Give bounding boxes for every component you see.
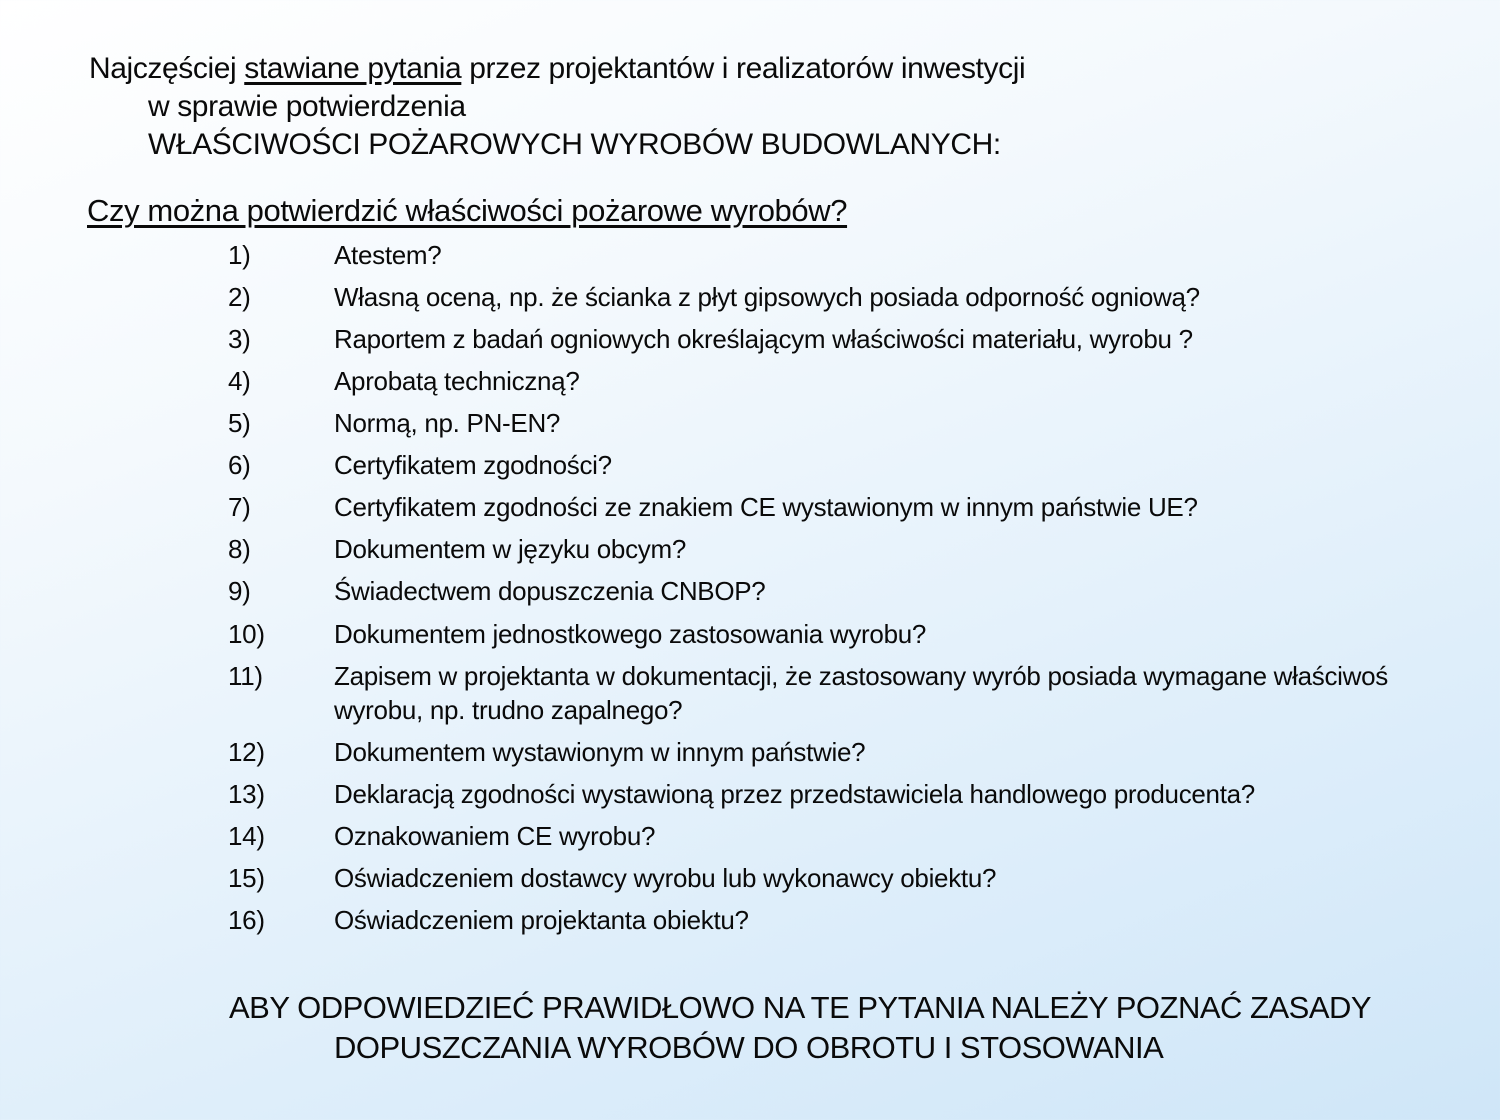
item-number: 8) — [228, 534, 251, 564]
item-number: 4) — [228, 366, 251, 396]
item-number: 13) — [228, 779, 265, 809]
item-text: Normą, np. PN-EN? — [334, 408, 561, 438]
item-number: 5) — [228, 408, 251, 438]
conclusion-line-2: DOPUSZCZANIA WYROBÓW DO OBROTU I STOSOWANIA — [334, 1030, 1164, 1065]
item-text: Deklaracją zgodności wystawioną przez przedstawiciela handlowego producenta? — [334, 779, 1255, 809]
item-number: 1) — [228, 240, 251, 270]
item-text-continuation: wyrobu, np. trudno zapalnego? — [334, 695, 683, 725]
item-text: Dokumentem jednostkowego zastosowania wyrobu? — [334, 619, 927, 649]
intro-line-1-end: przez projektantów i realizatorów inwestycji — [461, 52, 1026, 85]
item-text: Dokumentem w języku obcym? — [334, 534, 686, 564]
item-text: Dokumentem wystawionym w innym państwie? — [334, 737, 866, 767]
intro-line-2: w sprawie potwierdzenia — [148, 90, 466, 123]
item-text: Atestem? — [334, 240, 442, 270]
item-text: Oświadczeniem dostawcy wyrobu lub wykonawcy obiektu? — [334, 863, 997, 893]
item-text: Certyfikatem zgodności ze znakiem CE wystawionym w innym państwie UE? — [334, 492, 1198, 522]
item-number: 2) — [228, 282, 251, 312]
intro-underlined-phrase: stawiane pytania — [244, 52, 462, 85]
item-number: 3) — [228, 324, 251, 354]
conclusion-text — [229, 988, 1371, 1068]
item-number: 10) — [228, 619, 265, 649]
item-text: Oświadczeniem projektanta obiektu? — [334, 905, 749, 935]
item-number: 14) — [228, 821, 265, 851]
item-number: 6) — [228, 450, 251, 480]
item-number: 7) — [228, 492, 251, 522]
item-number: 11) — [228, 661, 263, 691]
item-number: 12) — [228, 737, 265, 767]
item-text: Raportem z badań ogniowych określającym właściwości materiału, wyrobu ? — [334, 324, 1193, 354]
question-heading: Czy można potwierdzić właściwości pożarowe wyrobów? — [87, 193, 848, 228]
item-number: 15) — [228, 863, 265, 893]
item-text: Oznakowaniem CE wyrobu? — [334, 821, 656, 851]
item-text: Własną oceną, np. że ścianka z płyt gipsowych posiada odporność ogniową? — [334, 282, 1200, 312]
item-text: Certyfikatem zgodności? — [334, 450, 612, 480]
intro-heading — [89, 50, 1025, 164]
item-number: 9) — [228, 576, 251, 606]
intro-line-1-start: Najczęściej — [89, 52, 245, 85]
list-item — [228, 659, 1500, 731]
item-text: Świadectwem dopuszczenia CNBOP? — [334, 576, 766, 606]
conclusion-line-1: ABY ODPOWIEDZIEĆ PRAWIDŁOWO NA TE PYTANIA NALEŻY POZNAĆ ZASADY — [229, 990, 1372, 1025]
item-number: 16) — [228, 905, 265, 935]
intro-line-1 — [89, 50, 1025, 88]
item-text: Aprobatą techniczną? — [334, 366, 580, 396]
item-text: Zapisem w projektanta w dokumentacji, że zastosowany wyrób posiada wymagane właściwoś — [334, 661, 1388, 691]
intro-line-3: WŁAŚCIWOŚCI POŻAROWYCH WYROBÓW BUDOWLANYCH: — [148, 128, 1001, 161]
